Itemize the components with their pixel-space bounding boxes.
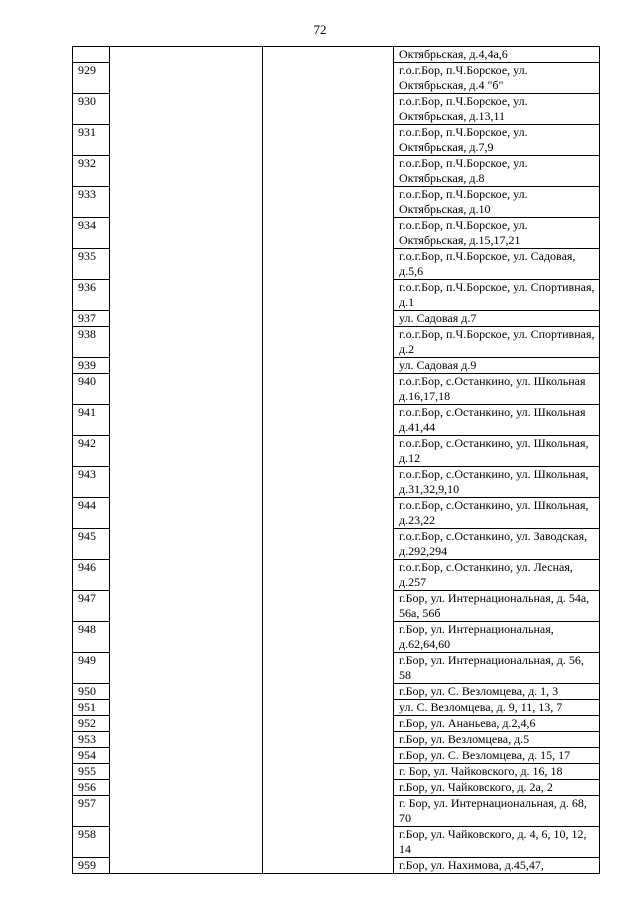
row-number-cell: 930 — [73, 94, 110, 125]
row-number-cell: 959 — [73, 858, 110, 874]
address-cell: г.Бор, ул. Интернациональная, д. 56, 58 — [394, 653, 600, 684]
address-cell: г.Бор, ул. Везломцева, д.5 — [394, 732, 600, 748]
row-number-cell: 943 — [73, 467, 110, 498]
row-number-cell: 945 — [73, 529, 110, 560]
address-cell: г.о.г.Бор, с.Останкино, ул. Школьная, д.31,32,9,10 — [394, 467, 600, 498]
address-cell: г.о.г.Бор, с.Останкино, ул. Школьная, д.23,22 — [394, 498, 600, 529]
address-cell: ул. С. Везломцева, д. 9, 11, 13, 7 — [394, 700, 600, 716]
row-number-cell: 944 — [73, 498, 110, 529]
address-cell: ул. Садовая д.7 — [394, 311, 600, 327]
address-cell: г.о.г.Бор, с.Останкино, ул. Заводская, д.292,294 — [394, 529, 600, 560]
address-cell: г.Бор, ул. Чайковского, д. 2а, 2 — [394, 780, 600, 796]
row-number-cell: 941 — [73, 405, 110, 436]
row-number-cell: 955 — [73, 764, 110, 780]
address-cell: г.Бор, ул. Интернациональная, д.62,64,60 — [394, 622, 600, 653]
row-number-cell: 952 — [73, 716, 110, 732]
page-number: 72 — [313, 22, 327, 37]
address-cell: г. Бор, ул. Чайковского, д. 16, 18 — [394, 764, 600, 780]
row-number-cell: 954 — [73, 748, 110, 764]
address-cell: г.о.г.Бор, п.Ч.Борское, ул. Октябрьская, д.7,9 — [394, 125, 600, 156]
address-cell: г.о.г.Бор, п.Ч.Борское, ул. Спортивная, д.2 — [394, 327, 600, 358]
row-number-cell: 934 — [73, 218, 110, 249]
address-cell: г.Бор, ул. Нахимова, д.45,47, — [394, 858, 600, 874]
row-number-cell: 942 — [73, 436, 110, 467]
address-cell: г.о.г.Бор, с.Останкино, ул. Школьная, д.12 — [394, 436, 600, 467]
address-cell: г.Бор, ул. Чайковского, д. 4, 6, 10, 12, 14 — [394, 827, 600, 858]
address-cell: г.о.г.Бор, с.Останкино, ул. Школьная д.16,17,18 — [394, 374, 600, 405]
row-number-cell: 931 — [73, 125, 110, 156]
row-number-cell: 956 — [73, 780, 110, 796]
address-cell: г.Бор, ул. Ананьева, д.2,4,6 — [394, 716, 600, 732]
row-number-cell: 936 — [73, 280, 110, 311]
row-number-cell: 957 — [73, 796, 110, 827]
address-cell: г.о.г.Бор, п.Ч.Борское, ул. Октябрьская, д.15,17,21 — [394, 218, 600, 249]
address-cell: г.о.г.Бор, с.Останкино, ул. Лесная, д.257 — [394, 560, 600, 591]
address-table-body — [73, 47, 600, 874]
row-number-cell: 938 — [73, 327, 110, 358]
row-number-cell: 933 — [73, 187, 110, 218]
row-number-cell: 948 — [73, 622, 110, 653]
row-number-cell — [73, 47, 110, 63]
row-number-cell: 947 — [73, 591, 110, 622]
address-cell: г.Бор, ул. Интернациональная, д. 54а, 56а, 56б — [394, 591, 600, 622]
row-number-cell: 937 — [73, 311, 110, 327]
row-number-cell: 932 — [73, 156, 110, 187]
row-number-cell: 940 — [73, 374, 110, 405]
address-cell: ул. Садовая д.9 — [394, 358, 600, 374]
address-cell: г. Бор, ул. Интернациональная, д. 68, 70 — [394, 796, 600, 827]
table-row — [73, 47, 600, 63]
address-cell: г.о.г.Бор, п.Ч.Борское, ул. Октябрьская, д.13,11 — [394, 94, 600, 125]
row-number-cell: 949 — [73, 653, 110, 684]
address-cell: г.о.г.Бор, п.Ч.Борское, ул. Октябрьская, д.10 — [394, 187, 600, 218]
row-number-cell: 929 — [73, 63, 110, 94]
row-number-cell: 953 — [73, 732, 110, 748]
address-cell: Октябрьская, д.4,4а,6 — [394, 47, 600, 63]
address-cell: г.о.г.Бор, п.Ч.Борское, ул. Садовая, д.5,6 — [394, 249, 600, 280]
row-number-cell: 939 — [73, 358, 110, 374]
row-number-cell: 951 — [73, 700, 110, 716]
address-cell: г.о.г.Бор, с.Останкино, ул. Школьная д.41,44 — [394, 405, 600, 436]
column-b-cell — [110, 47, 263, 874]
row-number-cell: 935 — [73, 249, 110, 280]
row-number-cell: 958 — [73, 827, 110, 858]
row-number-cell: 946 — [73, 560, 110, 591]
address-cell: г.о.г.Бор, п.Ч.Борское, ул. Спортивная, д.1 — [394, 280, 600, 311]
address-cell: г.о.г.Бор, п.Ч.Борское, ул. Октябрьская, д.4 "б" — [394, 63, 600, 94]
address-table — [72, 46, 600, 874]
address-cell: г.Бор, ул. С. Везломцева, д. 1, 3 — [394, 684, 600, 700]
column-c-cell — [263, 47, 394, 874]
address-cell: г.о.г.Бор, п.Ч.Борское, ул. Октябрьская, д.8 — [394, 156, 600, 187]
address-cell: г.Бор, ул. С. Везломцева, д. 15, 17 — [394, 748, 600, 764]
row-number-cell: 950 — [73, 684, 110, 700]
